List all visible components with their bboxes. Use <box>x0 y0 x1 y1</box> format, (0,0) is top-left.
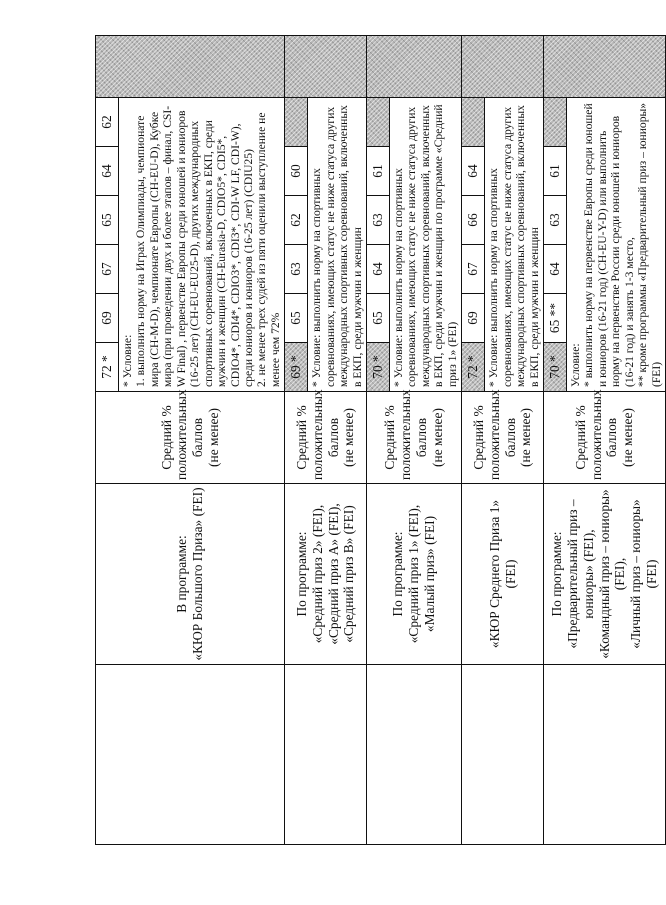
standards-table <box>95 35 666 845</box>
shaded-cell <box>543 36 665 98</box>
unit-line: Средний % <box>470 405 486 470</box>
program-cell <box>96 484 285 665</box>
condition-line: * Условие: выполнить норму на спортивных соревнованиях, имеющих статус не ниже статуса других международных спортивных соревнований, включенных в ЕКП, среди мужчин и женщин <box>310 105 364 387</box>
score-cell: 70 * <box>367 343 390 392</box>
score-cell: 63 <box>285 245 308 294</box>
table-row <box>543 36 566 845</box>
score-cell: 64 <box>543 245 566 294</box>
unit-cell <box>285 389 367 484</box>
program-line: (FEI), <box>612 557 628 591</box>
unit-line: положительных <box>588 389 604 480</box>
program-cell <box>543 484 665 665</box>
score-cell: 67 <box>96 245 119 294</box>
program-line: «КЮР Большого Приза» (FEI) <box>190 487 206 661</box>
program-cell <box>367 484 462 665</box>
unit-line: положительных <box>398 389 414 480</box>
unit-line: Средний % <box>382 405 398 470</box>
program-line: По программе: <box>390 531 406 617</box>
shaded-cell <box>285 36 367 98</box>
table-row <box>285 36 308 845</box>
program-line: По программе: <box>549 531 565 617</box>
score-cell: 64 <box>367 245 390 294</box>
unit-line: баллов <box>190 417 206 458</box>
unit-line: баллов <box>325 417 341 458</box>
condition-line: ** кроме программы «Предварительный приз – юниоры» (FEI) <box>636 102 663 387</box>
empty-cell <box>285 665 367 845</box>
condition-cell <box>485 98 544 392</box>
score-cell: 65 <box>96 196 119 245</box>
score-cell: 69 * <box>285 343 308 392</box>
condition-cell <box>119 98 285 392</box>
shaded-cell <box>367 36 462 98</box>
score-cell: 70 * <box>543 343 566 392</box>
program-line: «Средний приз В» (FEI) <box>341 505 357 643</box>
program-line: «Личный приз – юниоры» (FEI) <box>628 499 659 649</box>
table-row <box>462 36 485 845</box>
unit-line: (не менее) <box>620 408 636 467</box>
score-cell: 69 <box>462 294 485 343</box>
score-cell: 62 <box>285 196 308 245</box>
shaded-cell <box>543 98 566 147</box>
unit-line: положительных <box>174 389 190 480</box>
score-cell: 72 * <box>462 343 485 392</box>
score-cell: 67 <box>462 245 485 294</box>
score-cell: 64 <box>462 147 485 196</box>
table-row <box>96 36 119 845</box>
condition-line: * Условие: выполнить норму на спортивных соревнованиях, имеющих статус не ниже статуса других международных спортивных соревнований, включенных в ЕКП, среди мужчин и женщин <box>487 105 541 387</box>
shaded-cell <box>96 36 285 98</box>
program-line: «Малый приз» (FEI) <box>422 515 437 633</box>
unit-cell <box>543 389 665 484</box>
program-line: «Средний приз А» (FEI), <box>325 503 341 645</box>
score-cell: 60 <box>285 147 308 196</box>
unit-line: положительных <box>309 389 325 480</box>
program-line: «Предварительный приз – <box>564 499 580 649</box>
program-line: юниоры» (FEI), <box>580 529 596 619</box>
unit-line: Средний % <box>294 405 309 470</box>
table-row <box>367 36 390 845</box>
unit-cell <box>367 389 462 484</box>
shaded-cell <box>462 98 485 147</box>
condition-line: * Условие: выполнить норму на спортивных соревнованиях, имеющих статус не ниже статуса других международных спортивных соревнований, включенных в ЕКП, среди мужчин и женщин по программе «Средний приз 1» (FEI) <box>392 104 459 387</box>
shaded-cell <box>367 98 390 147</box>
score-cell: 62 <box>96 98 119 147</box>
unit-cell <box>462 389 544 484</box>
condition-cell <box>390 98 462 392</box>
unit-line: (не менее) <box>205 408 221 467</box>
score-cell: 72 * <box>96 343 119 392</box>
score-cell: 65 ** <box>543 294 566 343</box>
unit-line: положительных <box>486 389 502 480</box>
condition-cell <box>308 98 367 392</box>
program-line: «Средний приз 2» (FEI), <box>309 504 325 644</box>
score-cell: 64 <box>96 147 119 196</box>
score-cell: 63 <box>543 196 566 245</box>
condition-line: * выполнить норму на первенстве Европы среди юношей и юниоров (16-21 год) (CH-EU-Y-D) или выполнить норму на первенстве России среди юношей и юниоров (16-21 год) и занять 1-3 место, <box>582 103 636 387</box>
unit-line: (не менее) <box>518 408 534 467</box>
unit-line: Средний % <box>158 405 174 470</box>
unit-line: баллов <box>502 417 518 458</box>
condition-cell <box>566 98 665 392</box>
score-cell: 61 <box>543 147 566 196</box>
program-line: В программе: <box>174 535 190 613</box>
program-line: «КЮР Среднего Приза 1» (FEI) <box>486 499 518 649</box>
empty-cell <box>96 665 285 845</box>
rotated-page-content <box>95 35 663 845</box>
unit-line: Средний % <box>572 405 588 470</box>
score-cell: 63 <box>367 196 390 245</box>
empty-cell <box>543 665 665 845</box>
program-cell <box>462 484 544 665</box>
condition-line: Условие: <box>568 343 582 387</box>
program-line: По программе: <box>294 531 309 617</box>
score-cell: 69 <box>96 294 119 343</box>
unit-line: (не менее) <box>341 408 357 467</box>
empty-cell <box>462 665 544 845</box>
condition-line: 1. выполнить норму на Играх Олимпиады, чемпионате мира (CH-M-D), чемпионате Европы (CH-EU-D), Кубке мира (при проведении двух и более этапов – финал, CSI-W Final) , первенстве Европы среди юношей и юниоров (16-25 лет) (CH-EU-EU25-D), других международных спортивных соревнований, включенных в ЕКП, среди мужчин и женщин (CH-Eurasia-D, CDIO5*, CDI5*, CDIO4*, CDI4*, CDIO3*, CDI3*, CDI-W LF, CDI-W), среди юниоров и юниоров (16-25 лет) (CDIU25) <box>134 105 255 387</box>
shaded-cell <box>285 98 308 147</box>
program-line: «Средний приз 1» (FEI), <box>406 504 422 644</box>
empty-cell <box>367 665 462 845</box>
unit-line: баллов <box>604 417 620 458</box>
program-cell <box>285 484 367 665</box>
condition-line: 2. не менее трех судей из пяти оценили выступление не менее чем 72% <box>255 112 282 387</box>
unit-cell <box>96 389 285 484</box>
program-line: «Командный приз – юниоры» <box>596 489 612 659</box>
shaded-cell <box>462 36 544 98</box>
unit-line: (не менее) <box>429 408 445 467</box>
score-cell: 65 <box>285 294 308 343</box>
standards-table-body <box>96 36 666 845</box>
condition-line: * Условие: <box>121 334 134 387</box>
score-cell: 65 <box>367 294 390 343</box>
unit-line: баллов <box>414 417 430 458</box>
score-cell: 61 <box>367 147 390 196</box>
score-cell: 66 <box>462 196 485 245</box>
